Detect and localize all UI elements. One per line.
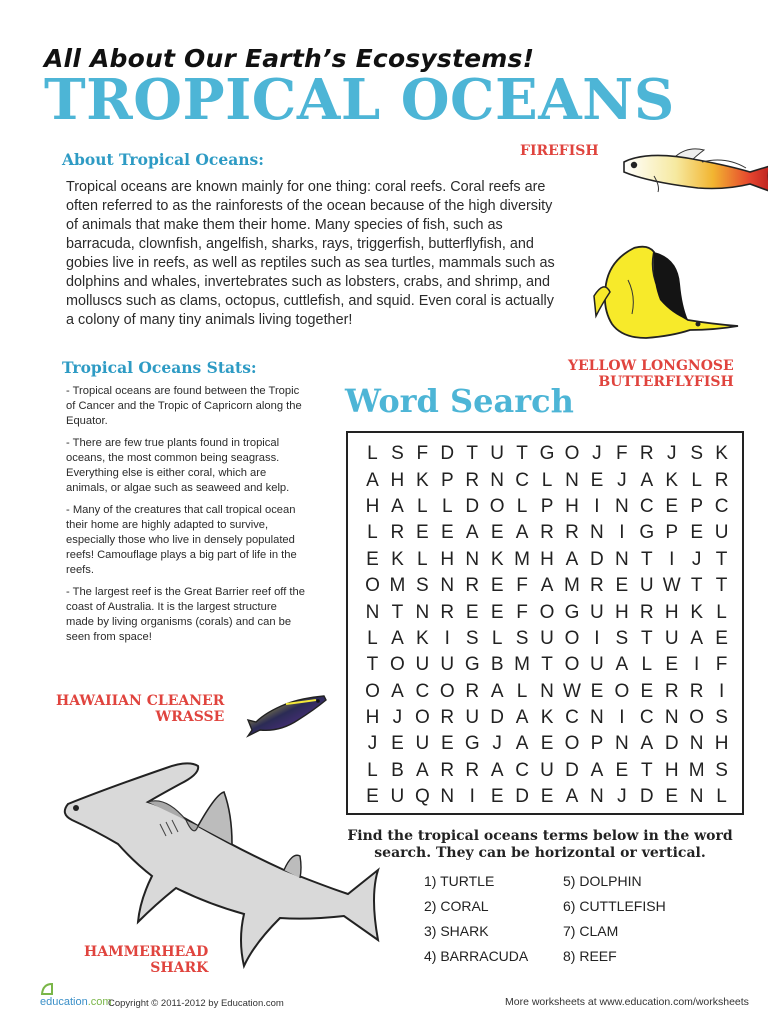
wrasse-label-line1: HAWAIIAN CLEANER: [56, 693, 225, 709]
logo-suffix: .com: [87, 996, 112, 1008]
grid-letter: R: [465, 469, 480, 491]
grid-letter: R: [540, 522, 554, 544]
grid-letter: T: [391, 601, 404, 623]
grid-letter: J: [617, 786, 627, 808]
grid-letter: D: [440, 443, 455, 465]
grid-letter: I: [619, 707, 625, 729]
grid-letter: F: [715, 654, 728, 676]
grid-letter: C: [565, 707, 579, 729]
grid-letter: O: [365, 680, 380, 702]
grid-letter: N: [540, 680, 554, 702]
grid-letter: T: [516, 443, 528, 465]
grid-row: [360, 731, 734, 757]
grid-letter: L: [417, 495, 428, 517]
firefish-label: FIREFISH: [520, 143, 599, 159]
grid-letter: F: [616, 443, 628, 465]
grid-letter: N: [689, 786, 704, 808]
grid-letter: I: [469, 786, 475, 808]
grid-letter: R: [714, 469, 729, 491]
grid-letter: H: [365, 707, 380, 729]
wrasse-label: [56, 693, 224, 725]
stats-heading: Tropical Oceans Stats:: [62, 358, 257, 377]
word-search-grid: [346, 431, 744, 815]
stats-list: [66, 384, 306, 652]
grid-letter: Q: [414, 786, 430, 808]
grid-letter: N: [590, 522, 604, 544]
grid-row: [360, 784, 734, 810]
grid-letter: H: [540, 548, 554, 570]
grid-letter: C: [639, 495, 654, 517]
grid-letter: I: [619, 522, 625, 544]
grid-letter: N: [365, 601, 380, 623]
wrasse-illustration: [246, 690, 328, 738]
grid-letter: S: [615, 627, 629, 649]
grid-letter: A: [540, 575, 554, 597]
grid-row: [360, 652, 734, 678]
grid-letter: E: [665, 654, 679, 676]
butterflyfish-label-line2: BUTTERFLYFISH: [598, 374, 734, 390]
word-list-item: 1) TURTLE: [424, 873, 495, 889]
grid-letter: N: [415, 601, 430, 623]
grid-letter: E: [440, 522, 454, 544]
grid-letter: T: [715, 548, 728, 570]
grid-letter: J: [691, 548, 702, 570]
grid-letter: N: [465, 548, 480, 570]
grid-letter: E: [665, 495, 679, 517]
grid-letter: A: [565, 786, 579, 808]
grid-letter: P: [665, 522, 679, 544]
grid-letter: H: [440, 548, 455, 570]
grid-letter: D: [490, 707, 505, 729]
grid-letter: R: [440, 707, 455, 729]
grid-row: [360, 441, 734, 467]
grid-letter: A: [391, 680, 404, 702]
about-heading: About Tropical Oceans:: [62, 150, 264, 169]
grid-letter: P: [690, 495, 703, 517]
grid-letter: A: [615, 654, 629, 676]
grid-letter: P: [590, 733, 604, 755]
grid-letter: S: [465, 627, 479, 649]
word-list-item: 4) BARRACUDA: [424, 948, 529, 964]
grid-letter: K: [665, 469, 679, 491]
grid-letter: C: [415, 680, 430, 702]
grid-letter: E: [590, 469, 604, 491]
grid-row: [360, 520, 734, 546]
grid-letter: A: [490, 759, 504, 781]
grid-letter: F: [516, 575, 528, 597]
grid-letter: E: [640, 680, 654, 702]
grid-letter: N: [689, 733, 704, 755]
grid-letter: L: [641, 654, 653, 676]
grid-letter: O: [365, 575, 380, 597]
grid-letter: L: [541, 469, 553, 491]
grid-letter: D: [664, 733, 679, 755]
grid-letter: E: [690, 522, 703, 544]
word-list-item: 8) REEF: [563, 948, 617, 964]
grid-letter: L: [367, 627, 378, 649]
grid-letter: E: [391, 733, 404, 755]
word-list-left: [424, 869, 528, 969]
grid-letter: R: [465, 575, 480, 597]
grid-letter: A: [391, 627, 404, 649]
grid-letter: R: [440, 759, 455, 781]
grid-letter: R: [664, 680, 679, 702]
grid-letter: G: [464, 654, 480, 676]
grid-letter: L: [367, 759, 378, 781]
grid-letter: U: [440, 654, 455, 676]
grid-letter: J: [492, 733, 502, 755]
grid-letter: S: [690, 443, 703, 465]
grid-letter: U: [390, 786, 405, 808]
grid-letter: O: [564, 627, 580, 649]
page-subtitle: All About Our Earth’s Ecosystems!: [44, 44, 535, 73]
grid-letter: B: [490, 654, 504, 676]
grid-letter: L: [367, 443, 378, 465]
grid-letter: K: [416, 627, 429, 649]
grid-letter: L: [516, 495, 528, 517]
education-logo[interactable]: [40, 996, 112, 1008]
grid-letter: L: [516, 680, 528, 702]
grid-letter: F: [516, 601, 528, 623]
grid-letter: O: [564, 733, 580, 755]
grid-letter: O: [614, 680, 630, 702]
grid-letter: A: [366, 469, 379, 491]
grid-letter: R: [565, 522, 579, 544]
grid-letter: E: [366, 786, 379, 808]
grid-letter: M: [514, 548, 530, 570]
word-list-item: 5) DOLPHIN: [563, 873, 642, 889]
word-list-right: [563, 869, 666, 969]
grid-letter: T: [366, 654, 379, 676]
grid-row: [360, 626, 734, 652]
logo-icon: [40, 982, 54, 996]
grid-letter: P: [440, 469, 454, 491]
grid-letter: T: [541, 654, 553, 676]
word-list-item: 3) SHARK: [424, 923, 489, 939]
grid-letter: D: [590, 548, 604, 570]
butterflyfish-label-line1: YELLOW LONGNOSE: [568, 358, 734, 374]
grid-letter: O: [689, 707, 705, 729]
wrasse-label-line2: WRASSE: [155, 709, 225, 725]
grid-letter: R: [465, 680, 480, 702]
stats-item: - There are few true plants found in tropical oceans, the most common being seagrass. Everything else is either coral, which are animals, or algae such as seaweed and kelp.: [66, 437, 290, 494]
grid-letter: M: [564, 575, 580, 597]
grid-letter: G: [564, 601, 580, 623]
grid-letter: O: [390, 654, 405, 676]
grid-letter: U: [590, 654, 604, 676]
grid-letter: N: [590, 707, 604, 729]
grid-letter: E: [490, 786, 504, 808]
grid-letter: L: [716, 601, 727, 623]
grid-letter: U: [490, 443, 505, 465]
hammerhead-shark-illustration: [48, 744, 398, 974]
grid-letter: U: [465, 707, 480, 729]
grid-letter: S: [391, 443, 404, 465]
copyright-text: Copyright © 2011-2012 by Education.com: [108, 998, 284, 1009]
grid-letter: G: [539, 443, 555, 465]
grid-letter: I: [594, 627, 600, 649]
grid-letter: N: [614, 548, 629, 570]
grid-letter: H: [664, 759, 679, 781]
grid-letter: L: [716, 786, 727, 808]
grid-letter: E: [490, 575, 504, 597]
grid-letter: N: [565, 469, 579, 491]
about-paragraph: Tropical oceans are known mainly for one thing: coral reefs. Coral reefs are often referred to as the rainforests of the ocean because of the high diversity of animals that make them their home. Many species of fish, such as barracuda, clownfish, angelfish, sharks, rays, triggerfish, butterflyfish, and gobies live in reefs, as well as reptiles such as sea turtles, mammals such as dolphins and whales, invertebrates such as lobsters, crabs, and shrimp, and molluscs such as clams, octopus, cuttlefish, and squid. Even coral is actually a colony of many tiny animals living together!: [66, 179, 555, 328]
grid-letter: C: [639, 707, 654, 729]
grid-letter: A: [640, 733, 654, 755]
grid-letter: A: [590, 759, 604, 781]
grid-letter: W: [563, 680, 581, 702]
grid-letter: R: [440, 601, 455, 623]
grid-letter: K: [416, 469, 429, 491]
grid-letter: E: [615, 575, 629, 597]
grid-letter: K: [490, 548, 504, 570]
grid-row: [360, 758, 734, 784]
grid-letter: L: [367, 522, 378, 544]
grid-letter: H: [614, 601, 629, 623]
grid-letter: T: [640, 548, 653, 570]
grid-letter: O: [539, 601, 555, 623]
grid-letter: T: [640, 759, 653, 781]
grid-letter: E: [490, 522, 504, 544]
word-list-item: 7) CLAM: [563, 923, 619, 939]
firefish-illustration: [618, 142, 768, 204]
grid-letter: U: [415, 733, 430, 755]
grid-row: [360, 547, 734, 573]
grid-letter: S: [515, 627, 529, 649]
grid-letter: H: [664, 601, 679, 623]
grid-letter: E: [465, 601, 479, 623]
grid-letter: L: [491, 627, 503, 649]
grid-letter: G: [639, 522, 655, 544]
grid-letter: J: [666, 443, 677, 465]
grid-letter: D: [565, 759, 579, 781]
grid-letter: E: [540, 733, 554, 755]
grid-letter: J: [617, 469, 627, 491]
grid-row: [360, 599, 734, 625]
grid-letter: J: [367, 733, 378, 755]
grid-letter: N: [664, 707, 679, 729]
grid-letter: R: [590, 575, 604, 597]
grid-letter: U: [540, 759, 554, 781]
more-worksheets-link[interactable]: More worksheets at www.education.com/worksheets: [505, 996, 749, 1008]
grid-letter: A: [515, 522, 529, 544]
grid-letter: S: [715, 759, 728, 781]
grid-letter: O: [564, 654, 580, 676]
grid-row: [360, 679, 734, 705]
grid-letter: M: [389, 575, 406, 597]
grid-letter: N: [490, 469, 505, 491]
grid-row: [360, 705, 734, 731]
grid-letter: I: [694, 654, 700, 676]
grid-letter: R: [639, 601, 654, 623]
grid-letter: R: [689, 680, 704, 702]
grid-letter: M: [514, 654, 530, 676]
butterflyfish-label: [568, 358, 734, 390]
grid-letter: A: [490, 680, 504, 702]
grid-letter: S: [715, 707, 728, 729]
grid-letter: E: [490, 601, 504, 623]
word-search-instructions: Find the tropical oceans terms below in the word search. They can be horizontal or vertical.: [347, 828, 733, 861]
grid-letter: T: [640, 627, 653, 649]
shark-label-line1: HAMMERHEAD: [84, 944, 209, 960]
word-list-item: 2) CORAL: [424, 898, 489, 914]
grid-letter: N: [590, 786, 604, 808]
grid-letter: O: [564, 443, 580, 465]
grid-letter: D: [639, 786, 654, 808]
grid-letter: B: [391, 759, 404, 781]
grid-letter: C: [515, 759, 529, 781]
grid-letter: N: [614, 495, 629, 517]
grid-letter: E: [590, 680, 604, 702]
grid-letter: U: [540, 627, 554, 649]
grid-letter: A: [640, 469, 654, 491]
grid-letter: A: [515, 707, 529, 729]
grid-letter: E: [540, 786, 554, 808]
grid-letter: T: [466, 443, 479, 465]
logo-text: education: [40, 996, 88, 1008]
word-list-item: 6) CUTTLEFISH: [563, 898, 666, 914]
grid-letter: I: [718, 680, 725, 702]
grid-letter: L: [441, 495, 453, 517]
shark-label: [84, 944, 208, 976]
stats-item: - The largest reef is the Great Barrier reef off the coast of Australia. It is the largest structure made by living organisms (corals) and can be seen from space!: [66, 586, 305, 643]
grid-letter: C: [515, 469, 529, 491]
grid-letter: A: [565, 548, 579, 570]
grid-letter: T: [715, 575, 728, 597]
grid-letter: O: [489, 495, 505, 517]
grid-letter: T: [690, 575, 703, 597]
grid-letter: I: [444, 627, 450, 649]
grid-row: [360, 573, 734, 599]
grid-letter: R: [390, 522, 405, 544]
grid-letter: A: [391, 495, 404, 517]
grid-letter: R: [465, 759, 480, 781]
grid-letter: W: [662, 575, 681, 597]
grid-letter: S: [416, 575, 429, 597]
grid-letter: C: [714, 495, 729, 517]
grid-letter: E: [665, 786, 679, 808]
grid-letter: P: [540, 495, 554, 517]
grid-letter: O: [439, 680, 455, 702]
grid-letter: U: [664, 627, 679, 649]
stats-item: - Tropical oceans are found between the Tropic of Cancer and the Tropic of Capricorn along the Equator.: [66, 385, 302, 427]
grid-letter: E: [715, 627, 728, 649]
grid-letter: I: [669, 548, 675, 570]
grid-letter: F: [416, 443, 429, 465]
grid-letter: K: [690, 601, 703, 623]
grid-letter: J: [392, 707, 403, 729]
grid-row: [360, 467, 734, 493]
grid-letter: N: [440, 786, 455, 808]
grid-letter: U: [714, 522, 729, 544]
grid-letter: K: [715, 443, 728, 465]
butterflyfish-illustration: [588, 240, 740, 345]
grid-letter: A: [690, 627, 703, 649]
grid-letter: A: [515, 733, 529, 755]
grid-letter: L: [691, 469, 702, 491]
grid-letter: E: [440, 733, 454, 755]
grid-letter: K: [540, 707, 554, 729]
grid-letter: H: [565, 495, 579, 517]
grid-letter: J: [592, 443, 602, 465]
grid-letter: H: [365, 495, 380, 517]
shark-label-line2: SHARK: [150, 960, 209, 976]
grid-letter: N: [614, 733, 629, 755]
word-search-heading: Word Search: [345, 382, 574, 420]
grid-letter: D: [515, 786, 529, 808]
grid-letter: M: [688, 759, 705, 781]
grid-letter: U: [415, 654, 430, 676]
page-title: TROPICAL OCEANS: [44, 67, 675, 133]
grid-letter: G: [464, 733, 480, 755]
grid-letter: L: [417, 548, 428, 570]
stats-item: - Many of the creatures that call tropical ocean their home are highly adapted to survive, especially those who live in densely populated reefs! Camouflage plays a big part of life in the reefs.: [66, 504, 297, 576]
grid-row: [360, 494, 734, 520]
grid-letter: I: [594, 495, 600, 517]
grid-letter: A: [416, 759, 429, 781]
grid-letter: D: [465, 495, 480, 517]
grid-letter: H: [390, 469, 405, 491]
grid-letter: A: [465, 522, 479, 544]
grid-letter: H: [714, 733, 729, 755]
grid-letter: U: [590, 601, 604, 623]
grid-letter: N: [440, 575, 455, 597]
grid-letter: K: [391, 548, 404, 570]
grid-letter: E: [416, 522, 429, 544]
grid-letter: E: [615, 759, 629, 781]
grid-letter: E: [366, 548, 379, 570]
grid-letter: R: [639, 443, 654, 465]
grid-letter: O: [414, 707, 430, 729]
grid-letter: U: [639, 575, 654, 597]
